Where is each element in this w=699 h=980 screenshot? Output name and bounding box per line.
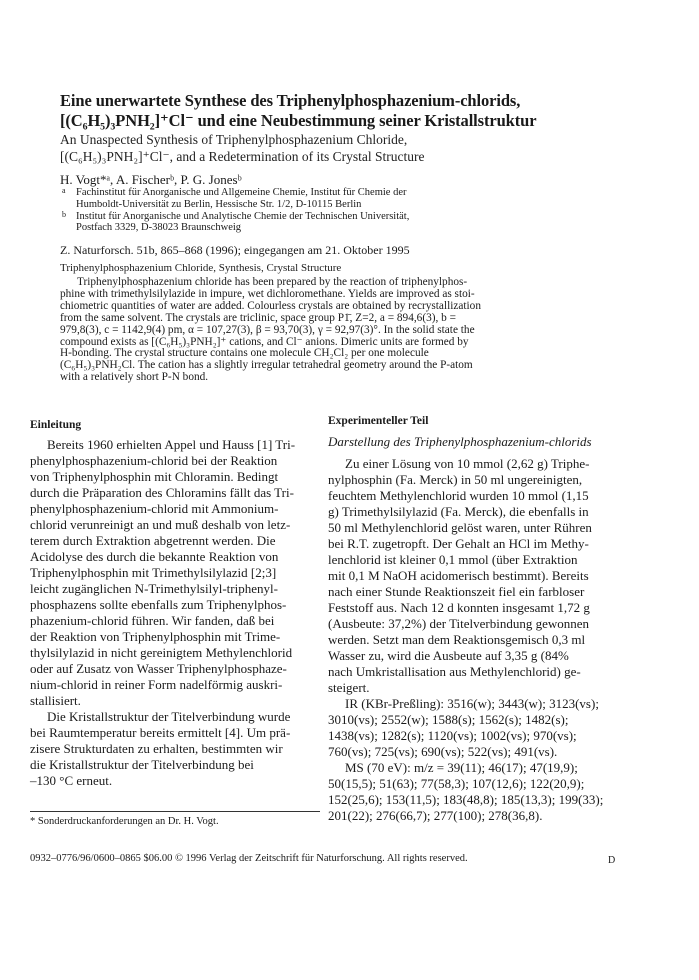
abstract-line: H-bonding. The crystal structure contains one molecule CH₂Cl₂ per one molecule — [60, 347, 429, 360]
section-heading-einleitung: Einleitung — [30, 419, 82, 431]
title-line: [(C₆H₅)₃PNH₂]⁺Cl⁻ und eine Neubestimmung seiner Kristallstruktur — [60, 111, 537, 130]
body-line: werden. Setzt man dem Reaktionsgemisch 0,3 ml — [328, 632, 586, 647]
body-line: 201(22); 276(66,7); 277(100); 278(36,8). — [328, 808, 543, 823]
body-line: leicht zugänglichen N-Trimethylsilyl-triphenyl- — [30, 581, 278, 596]
body-line: 1438(vs); 1282(s); 1120(vs); 1002(vs); 970(vs); — [328, 728, 577, 743]
body-line: phenylphosphazenium-chlorid mit Ammonium- — [30, 501, 279, 516]
body-line: Triphenylphosphin mit Trimethylsilylazid [2;3] — [30, 565, 277, 580]
abstract-line: (C₆H₅)₃PNH₂Cl. The cation has a slightly irregular tetrahedral geometry around the P-atom — [60, 359, 473, 372]
body-line: feuchtem Methylenchlorid wurden 10 mmol (1,15 — [328, 488, 589, 503]
body-line: terem durch Extraktion abgetrennt werden. Die — [30, 533, 276, 548]
body-line: 3010(vs); 2552(w); 1588(s); 1562(s); 1482(s); — [328, 712, 569, 727]
section-heading-experimentell: Experimenteller Teil — [328, 415, 429, 427]
affiliation-line: Institut für Anorganische und Analytische Chemie der Technischen Universität, — [76, 210, 410, 222]
keywords: Triphenylphosphazenium Chloride, Synthesis, Crystal Structure — [60, 262, 342, 274]
footnote-divider — [30, 811, 320, 812]
abstract-line: phine with trimethylsilylazide in impure, wet dichloromethane. Yields are improved as stoi- — [60, 287, 475, 300]
abstract-line: with a relatively short P-N bond. — [60, 371, 209, 384]
body-line: Feststoff aus. Nach 12 d konnten insgesamt 1,72 g — [328, 600, 590, 615]
abstract-line: compound exists as [(C₆H₅)₃PNH₂]⁺ cations, and Cl⁻ anions. Dimeric units are formed by — [60, 335, 469, 348]
body-line: von Triphenylphosphin mit Chloramin. Bedingt — [30, 469, 279, 484]
body-line: phenylphosphazenium-chlorid bei der Reaktion — [30, 453, 278, 468]
affiliation-line: Postfach 3329, D-38023 Braunschweig — [76, 222, 242, 234]
abstract-line: from the same solvent. The crystals are triclinic, space group P1̄, Z=2, a = 894,6(3), b = — [60, 311, 456, 324]
subtitle-line: An Unaspected Synthesis of Triphenylphosphazenium Chloride, — [60, 132, 408, 147]
affiliation-line: Fachinstitut für Anorganische und Allgemeine Chemie, Institut für Chemie der — [76, 187, 407, 198]
intro-paragraph-1 — [30, 437, 322, 709]
ir-data-paragraph — [328, 696, 628, 760]
body-line: Bereits 1960 erhielten Appel und Hauss [1] Tri- — [47, 437, 296, 452]
body-line: mit 0,1 M NaOH acidomerisch bestimmt). Bereits — [328, 568, 589, 583]
body-line: IR (KBr-Preßling): 3516(w); 3443(w); 3123(vs); — [345, 696, 599, 711]
body-line: 760(vs); 725(vs); 690(vs); 522(vs); 491(vs). — [328, 744, 558, 759]
ms-data-paragraph — [328, 760, 628, 824]
affiliation-a — [60, 187, 660, 211]
body-line: durch die Präparation des Chloramins fällt das Tri- — [30, 485, 294, 500]
body-line: zisere Strukturdaten zu erhalten, bestimmten wir — [30, 741, 283, 756]
footnote: * Sonderdruckanforderungen an Dr. H. Vogt. — [30, 816, 219, 827]
subtitle-line: [(C₆H₅)₃PNH₂]⁺Cl⁻, and a Redetermination of its Crystal Structure — [60, 149, 425, 164]
body-line: thylsilylazid in nicht gereinigtem Methylenchlorid — [30, 645, 293, 660]
experimental-paragraph-1 — [328, 456, 628, 696]
body-line: 50 ml Methylenchlorid gelöst waren, unter Rühren — [328, 520, 592, 535]
abstract-line: Triphenylphosphazenium chloride has been prepared by the reaction of triphenylphos- — [77, 276, 468, 288]
affiliation-marker: a — [62, 186, 66, 195]
subsection-heading: Darstellung des Triphenylphosphazenium-chlorids — [328, 434, 592, 449]
affiliation-marker: b — [62, 209, 66, 219]
affiliations — [60, 187, 660, 234]
title-line: Eine unerwartete Synthese des Triphenylphosphazenium-chlorids, — [60, 91, 521, 110]
body-line: stallisiert. — [30, 693, 81, 708]
body-line: phosphazens sollte ebenfalls zum Triphenylphos- — [30, 597, 287, 612]
body-line: MS (70 eV): m/z = 39(11); 46(17); 47(19,9); — [345, 760, 578, 775]
affiliation-line: Humboldt-Universität zu Berlin, Hessische Str. 1/2, D-10115 Berlin — [76, 198, 362, 210]
abstract-line: chiometric quantities of water are added. Colourless crystals are obtained by recrystallization — [60, 299, 481, 312]
author-list: H. Vogt*ᵃ, A. Fischerᵇ, P. G. Jonesᵇ — [60, 172, 242, 187]
body-line: nach Umkristallisation aus Methylenchlorid) ge- — [328, 664, 581, 679]
body-line: steigert. — [328, 680, 370, 695]
body-line: –130 °C erneut. — [30, 773, 113, 788]
affiliation-b — [60, 211, 660, 235]
body-line: der Reaktion von Triphenylphosphin mit Trime- — [30, 629, 281, 644]
body-line: nylphosphin (Fa. Merck) in 50 ml ungereinigten, — [328, 472, 583, 487]
body-line: Acidolyse des durch die bekannte Reaktion von — [30, 549, 279, 564]
body-line: 152(25,6); 153(11,5); 183(48,8); 185(13,3); 199(33); — [328, 792, 604, 807]
body-line: 50(15,5); 51(63); 77(58,3); 107(12,6); 122(20,9); — [328, 776, 585, 791]
body-line: phazenium-chlorid führen. Wir fanden, daß bei — [30, 613, 275, 628]
body-line: (Ausbeute: 37,2%) der Titelverbindung gewonnen — [328, 616, 590, 631]
article-title — [60, 91, 660, 131]
body-line: oder auf Zusatz von Wasser Triphenylphosphaze- — [30, 661, 287, 676]
body-line: Die Kristallstruktur der Titelverbindung wurde — [47, 709, 291, 724]
english-title — [60, 131, 660, 165]
copyright-line: 0932–0776/96/0600–0865 $06.00 © 1996 Verlag der Zeitschrift für Naturforschung. All rights reserved. — [30, 853, 468, 864]
body-line: die Kristallstruktur der Titelverbindung bei — [30, 757, 254, 772]
body-line: Wasser zu, wird die Ausbeute auf 3,35 g (84% — [328, 648, 569, 663]
body-line: nium-chlorid in reiner Form nadelförmig auskri- — [30, 677, 283, 692]
body-line: bei R.T. zugetropft. Der Gehalt an HCl im Methy- — [328, 536, 589, 551]
body-line: chlorid verunreinigt an und muß deshalb von letz- — [30, 517, 291, 532]
abstract-line: 979,8(3), c = 1142,9(4) pm, α = 107,27(3), β = 93,70(3), γ = 92,97(3)°. In the solid state the — [60, 323, 475, 336]
body-line: g) Trimethylsilylazid (Fa. Merck), die ebenfalls in — [328, 504, 589, 519]
body-line: nach einer Stunde Reaktionszeit fiel ein farbloser — [328, 584, 585, 599]
body-line: bei Raumtemperatur bereits ermittelt [4]. Um prä- — [30, 725, 291, 740]
page-code: D — [608, 855, 616, 866]
body-line: lenchlorid ist kleiner 0,1 mmol (über Extraktion — [328, 552, 578, 567]
abstract — [60, 277, 640, 384]
journal-reference: Z. Naturforsch. 51b, 865–868 (1996); eingegangen am 21. Oktober 1995 — [60, 243, 410, 257]
body-line: Zu einer Lösung von 10 mmol (2,62 g) Triphe- — [345, 456, 590, 471]
intro-paragraph-2 — [30, 709, 322, 789]
